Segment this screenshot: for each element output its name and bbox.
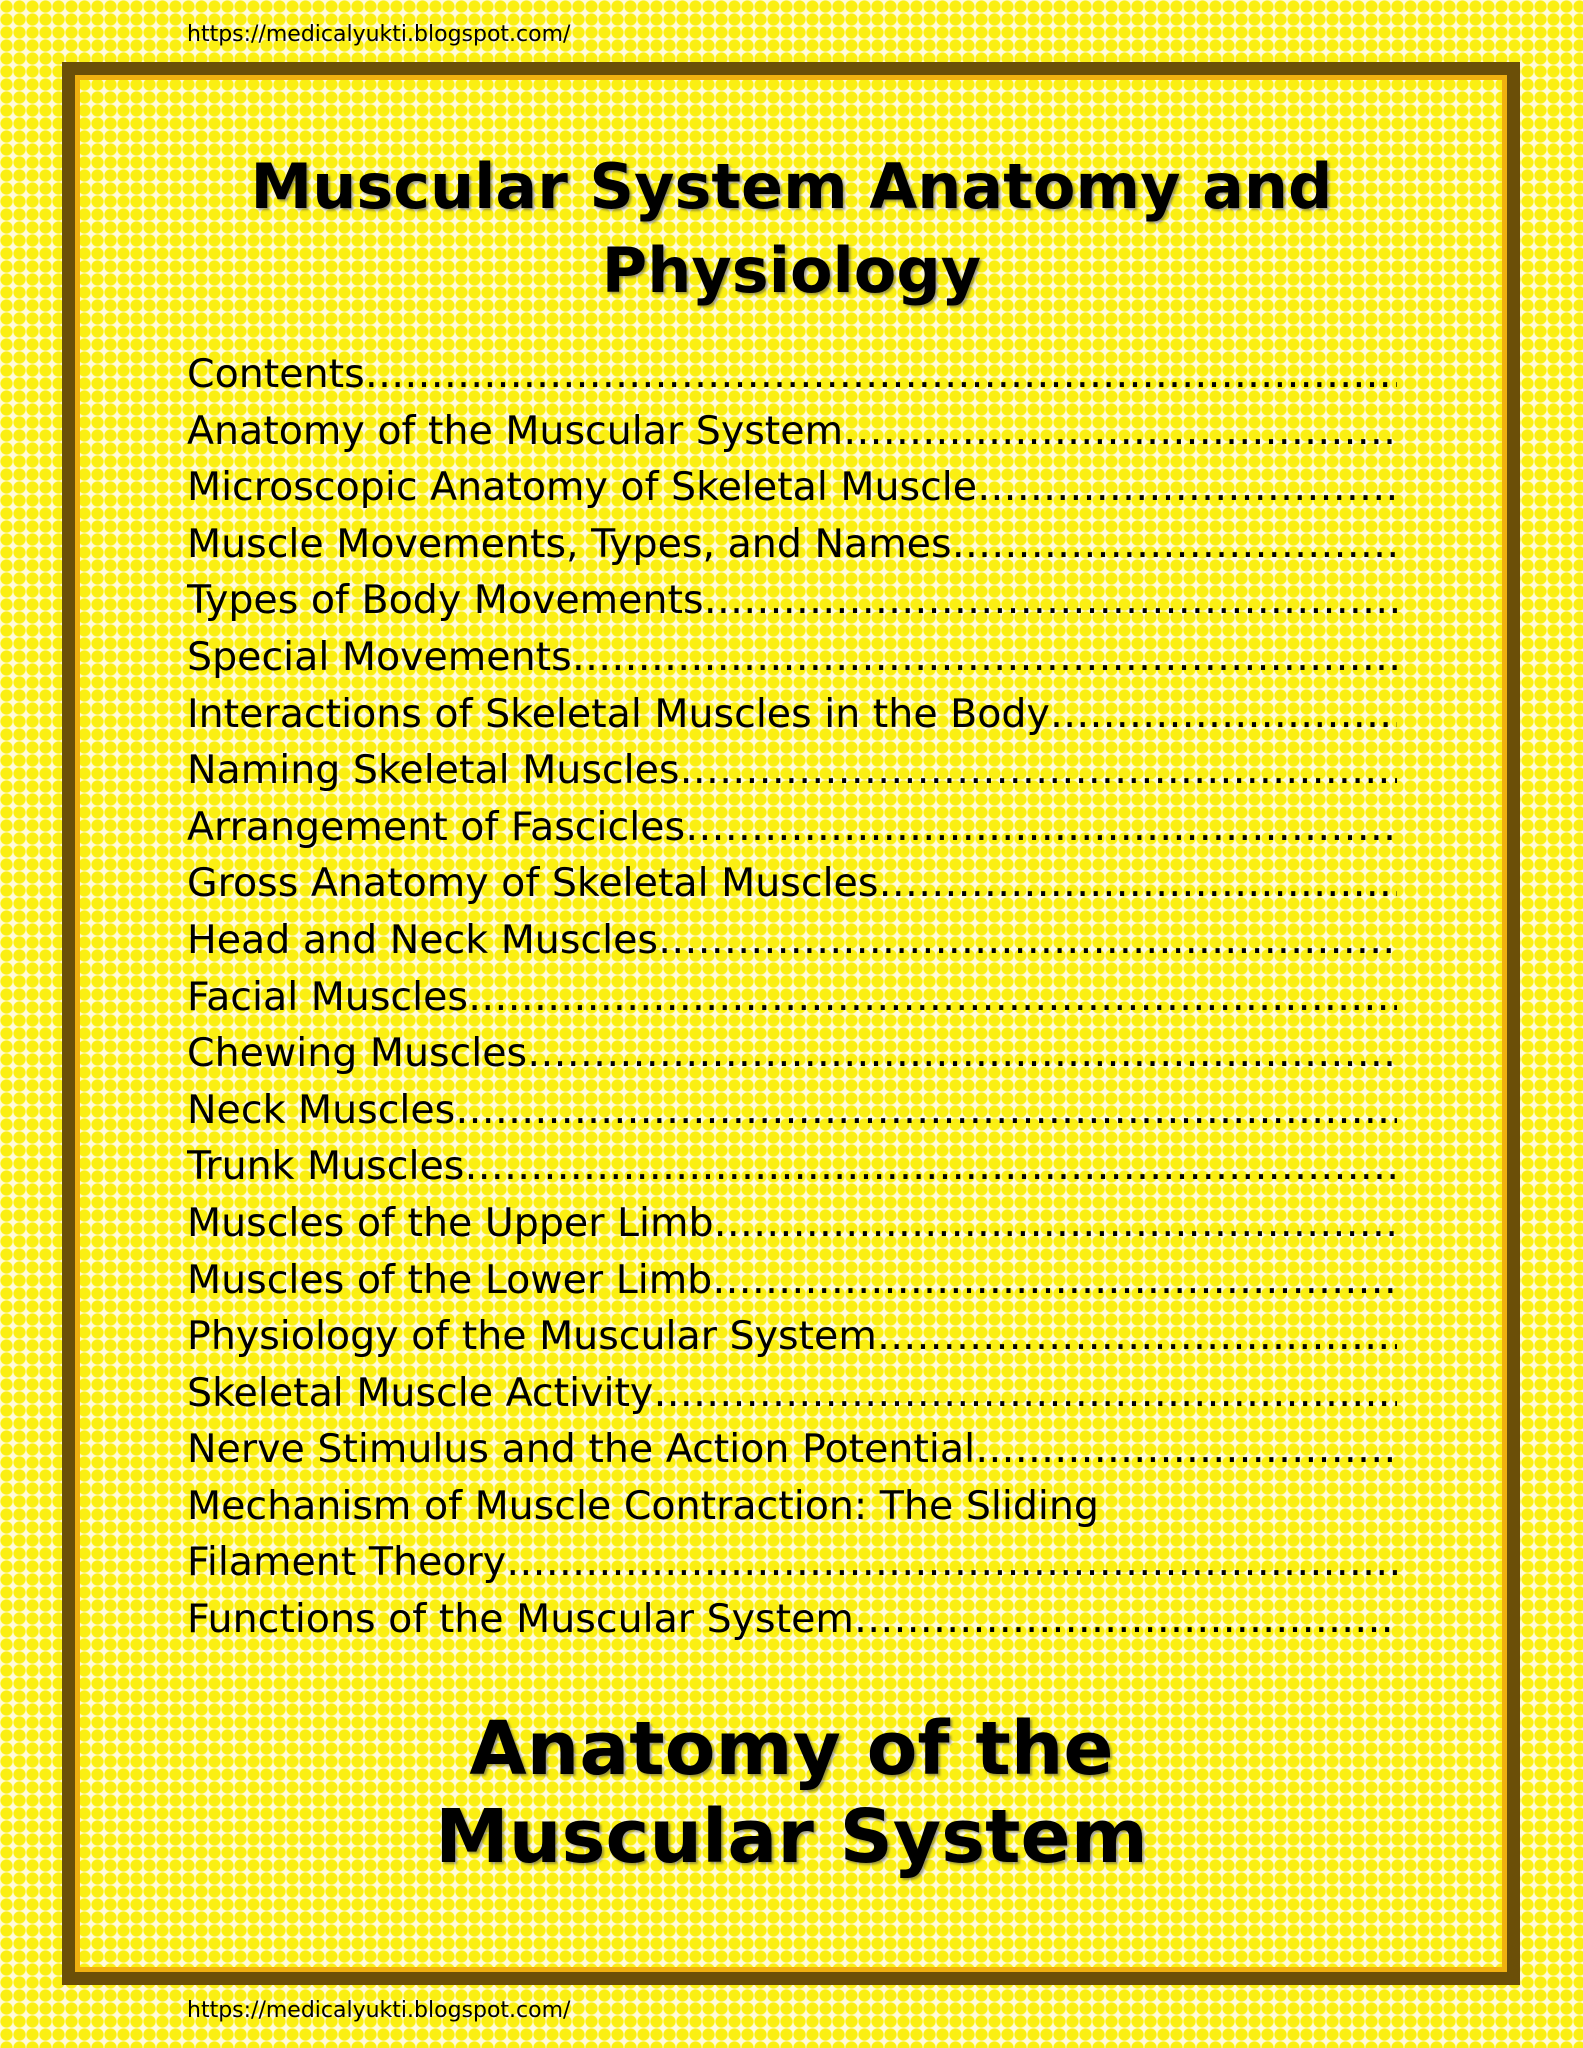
toc-entry-label: Trunk Muscles …………………………………………………………………………………………………………………………………… — [187, 1143, 1397, 1189]
toc-entry-label: Functions of the Muscular System …………………………………………………………………………………………………………………………………… — [187, 1596, 1397, 1642]
toc-entry-label: Special Movements …………………………………………………………………………………………………………………………………… — [187, 634, 1397, 680]
toc-entry — [187, 855, 1397, 912]
toc-entry — [187, 1365, 1397, 1422]
toc-entry-label: Muscles of the Upper Limb …………………………………………………………………………………………………………………………………… — [187, 1200, 1397, 1246]
toc-entry — [187, 1308, 1397, 1365]
toc-entry — [187, 459, 1397, 516]
toc-entry — [187, 403, 1397, 460]
toc-entry — [187, 572, 1397, 629]
toc-entry-label: Mechanism of Muscle Contraction: The Sliding — [187, 1482, 1099, 1529]
toc-entry-label: Chewing Muscles …………………………………………………………………………………………………………………………………… — [187, 1030, 1397, 1076]
toc-entry-label: Neck Muscles …………………………………………………………………………………………………………………………………… — [187, 1087, 1397, 1133]
document-title: Muscular System Anatomy and Physiology — [250, 150, 1333, 307]
toc-entry-label: Arrangement of Fascicles …………………………………………………………………………………………………………………………………… — [187, 804, 1397, 850]
table-of-contents — [187, 346, 1397, 1648]
header-url: https://medicalyukti.blogspot.com/ — [187, 22, 571, 47]
toc-entry — [187, 1252, 1397, 1309]
toc-entry-label: Physiology of the Muscular System …………………………………………………………………………………………………………………………………… — [187, 1313, 1397, 1359]
section-heading: Anatomy of the Muscular System — [435, 1706, 1148, 1880]
toc-entry — [187, 686, 1397, 743]
toc-entry — [187, 1082, 1397, 1139]
toc-entry — [187, 1478, 1397, 1535]
toc-entry — [187, 1534, 1397, 1591]
toc-entry-label: Head and Neck Muscles …………………………………………………………………………………………………………………………………… — [187, 917, 1397, 963]
toc-entry — [187, 346, 1397, 403]
toc-entry — [187, 969, 1397, 1026]
toc-entry-label: Skeletal Muscle Activity …………………………………………………………………………………………………………………………………… — [187, 1370, 1397, 1416]
toc-entry — [187, 1591, 1397, 1648]
toc-entry-label: Nerve Stimulus and the Action Potential …………………………………………………………………………………………………………………………………… — [187, 1426, 1397, 1472]
toc-entry-label: Naming Skeletal Muscles …………………………………………………………………………………………………………………………………… — [187, 747, 1397, 793]
toc-entry — [187, 742, 1397, 799]
toc-entry — [187, 516, 1397, 573]
toc-entry-label: Interactions of Skeletal Muscles in the Body …………………………………………………………………………………………………………………………………… — [187, 691, 1397, 737]
footer-url: https://medicalyukti.blogspot.com/ — [187, 1998, 571, 2023]
toc-entry-label: Anatomy of the Muscular System …………………………………………………………………………………………………………………………………… — [187, 408, 1397, 454]
toc-entry-label: Microscopic Anatomy of Skeletal Muscle …………………………………………………………………………………………………………………………………… — [187, 464, 1397, 510]
toc-entry — [187, 799, 1397, 856]
toc-entry-label: Contents …………………………………………………………………………………………………………………………………… — [187, 351, 1397, 397]
toc-entry-label: Muscles of the Lower Limb …………………………………………………………………………………………………………………………………… — [187, 1257, 1397, 1303]
toc-entry — [187, 1421, 1397, 1478]
toc-entry — [187, 1025, 1397, 1082]
toc-entry-label: Gross Anatomy of Skeletal Muscles …………………………………………………………………………………………………………………………………… — [187, 860, 1397, 906]
toc-entry — [187, 912, 1397, 969]
toc-entry-label: Filament Theory …………………………………………………………………………………………………………………………………… — [187, 1539, 1397, 1585]
toc-entry — [187, 629, 1397, 686]
toc-entry-label: Muscle Movements, Types, and Names …………………………………………………………………………………………………………………………………… — [187, 521, 1397, 567]
toc-entry — [187, 1195, 1397, 1252]
toc-entry-label: Facial Muscles …………………………………………………………………………………………………………………………………… — [187, 974, 1397, 1020]
toc-entry-label: Types of Body Movements …………………………………………………………………………………………………………………………………… — [187, 577, 1397, 623]
toc-entry — [187, 1138, 1397, 1195]
